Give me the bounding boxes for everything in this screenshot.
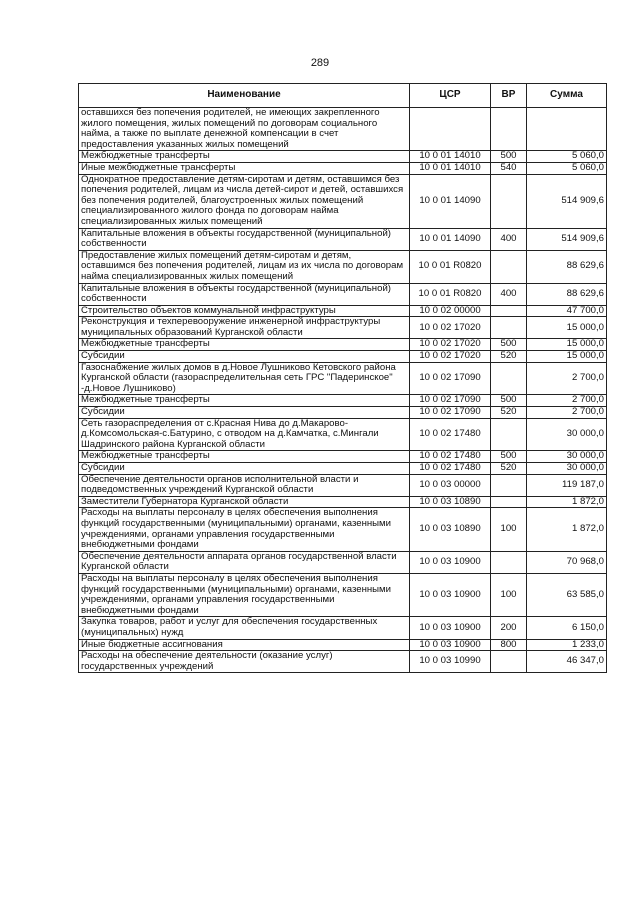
row-csr-cell: 10 0 02 17480 <box>410 451 491 463</box>
row-csr-cell: 10 0 02 17020 <box>410 339 491 351</box>
table-row <box>79 651 607 673</box>
row-name-cell: Сеть газораспределения от с.Красная Нива до д.Макарово-д.Комсомольская-с.Батурино, с отводом на д.Камчатка, с.Мингали Шадринского района Курганской области <box>79 418 410 451</box>
table-row <box>79 551 607 573</box>
row-vr-cell <box>491 108 527 151</box>
row-sum-cell: 15 000,0 <box>527 339 607 351</box>
row-sum-cell: 46 347,0 <box>527 651 607 673</box>
row-csr-cell: 10 0 02 17020 <box>410 351 491 363</box>
table-row <box>79 108 607 151</box>
table-row <box>79 617 607 639</box>
table-row <box>79 151 607 163</box>
table-row <box>79 639 607 651</box>
row-name-cell: Капитальные вложения в объекты государственной (муниципальной) собственности <box>79 228 410 250</box>
row-name-cell: Иные бюджетные ассигнования <box>79 639 410 651</box>
row-name-cell: Капитальные вложения в объекты государственной (муниципальной) собственности <box>79 283 410 305</box>
row-vr-cell <box>491 551 527 573</box>
row-sum-cell: 15 000,0 <box>527 317 607 339</box>
row-vr-cell: 520 <box>491 407 527 419</box>
table-row <box>79 463 607 475</box>
row-sum-cell: 2 700,0 <box>527 362 607 395</box>
table-row <box>79 174 607 228</box>
row-sum-cell: 30 000,0 <box>527 418 607 451</box>
header-csr: ЦСР <box>410 84 491 108</box>
row-name-cell: Межбюджетные трансферты <box>79 151 410 163</box>
row-name-cell: Расходы на обеспечение деятельности (оказание услуг) государственных учреждений <box>79 651 410 673</box>
row-vr-cell <box>491 250 527 283</box>
row-vr-cell: 540 <box>491 162 527 174</box>
table-row <box>79 283 607 305</box>
row-csr-cell: 10 0 03 10900 <box>410 617 491 639</box>
row-csr-cell: 10 0 02 17090 <box>410 362 491 395</box>
table-row <box>79 407 607 419</box>
row-sum-cell: 47 700,0 <box>527 305 607 317</box>
row-sum-cell: 1 233,0 <box>527 639 607 651</box>
row-name-cell: Иные межбюджетные трансферты <box>79 162 410 174</box>
row-csr-cell: 10 0 03 10900 <box>410 639 491 651</box>
table-header-row <box>79 84 607 108</box>
row-name-cell: Расходы на выплаты персоналу в целях обеспечения выполнения функций государственными (муниципальными) органами, казенными учреждениями, органами управления государственными внебюджетными фондами <box>79 508 410 551</box>
row-sum-cell: 1 872,0 <box>527 508 607 551</box>
row-vr-cell: 520 <box>491 463 527 475</box>
row-sum-cell: 2 700,0 <box>527 395 607 407</box>
row-vr-cell: 800 <box>491 639 527 651</box>
row-sum-cell: 514 909,6 <box>527 228 607 250</box>
row-sum-cell: 6 150,0 <box>527 617 607 639</box>
row-csr-cell: 10 0 03 10900 <box>410 573 491 616</box>
row-sum-cell: 88 629,6 <box>527 283 607 305</box>
row-name-cell: оставшихся без попечения родителей, не имеющих закрепленного жилого помещения, жилых помещений по договорам социального найма, а также по выплате денежной компенсации в счет предоставления указанных жилых помещений <box>79 108 410 151</box>
row-csr-cell: 10 0 02 17090 <box>410 407 491 419</box>
row-vr-cell <box>491 474 527 496</box>
row-sum-cell: 5 060,0 <box>527 151 607 163</box>
row-name-cell: Закупка товаров, работ и услуг для обеспечения государственных (муниципальных) нужд <box>79 617 410 639</box>
table-row <box>79 474 607 496</box>
table-row <box>79 305 607 317</box>
table-row <box>79 339 607 351</box>
row-csr-cell: 10 0 03 10890 <box>410 496 491 508</box>
row-vr-cell: 400 <box>491 283 527 305</box>
row-vr-cell <box>491 317 527 339</box>
row-csr-cell: 10 0 01 14090 <box>410 228 491 250</box>
header-name: Наименование <box>79 84 410 108</box>
row-vr-cell: 500 <box>491 395 527 407</box>
row-sum-cell: 5 060,0 <box>527 162 607 174</box>
page-number: 289 <box>310 57 330 69</box>
row-csr-cell: 10 0 03 10890 <box>410 508 491 551</box>
row-name-cell: Реконструкция и техперевооружение инженерной инфраструктуры муниципальных образований Курганской области <box>79 317 410 339</box>
row-csr-cell: 10 0 01 14010 <box>410 151 491 163</box>
row-sum-cell <box>527 108 607 151</box>
row-csr-cell: 10 0 02 00000 <box>410 305 491 317</box>
row-csr-cell: 10 0 02 17020 <box>410 317 491 339</box>
row-csr-cell: 10 0 02 17090 <box>410 395 491 407</box>
row-sum-cell: 119 187,0 <box>527 474 607 496</box>
table-row <box>79 395 607 407</box>
row-name-cell: Обеспечение деятельности органов исполнительной власти и подведомственных учреждений Курганской области <box>79 474 410 496</box>
row-name-cell: Однократное предоставление детям-сиротам и детям, оставшимся без попечения родителей, лицам из числа детей-сирот и детей, оставшихся без попечения родителей, благоустроенных жилых помещений специализированного жилого фонда по договорам найма специализированных жилых помещений <box>79 174 410 228</box>
row-name-cell: Предоставление жилых помещений детям-сиротам и детям, оставшимся без попечения родителей, лицам из их числа по договорам найма специализированных жилых помещений <box>79 250 410 283</box>
row-vr-cell: 400 <box>491 228 527 250</box>
row-vr-cell: 500 <box>491 451 527 463</box>
row-csr-cell: 10 0 03 10900 <box>410 551 491 573</box>
row-name-cell: Расходы на выплаты персоналу в целях обеспечения выполнения функций государственными (муниципальными) органами, казенными учреждениями, органами управления государственными внебюджетными фондами <box>79 573 410 616</box>
row-name-cell: Субсидии <box>79 351 410 363</box>
row-csr-cell: 10 0 01 R0820 <box>410 283 491 305</box>
row-csr-cell: 10 0 02 17480 <box>410 463 491 475</box>
row-name-cell: Газоснабжение жилых домов в д.Новое Лушниково Кетовского района Курганской области (газораспределительная сеть ГРС "Падеринское" -д.Новое Лушниково) <box>79 362 410 395</box>
row-vr-cell <box>491 651 527 673</box>
row-vr-cell: 100 <box>491 508 527 551</box>
row-sum-cell: 30 000,0 <box>527 451 607 463</box>
table-row <box>79 351 607 363</box>
row-sum-cell: 88 629,6 <box>527 250 607 283</box>
row-vr-cell <box>491 362 527 395</box>
row-vr-cell: 100 <box>491 573 527 616</box>
row-vr-cell: 500 <box>491 151 527 163</box>
row-vr-cell <box>491 418 527 451</box>
budget-table <box>78 83 607 673</box>
row-sum-cell: 1 872,0 <box>527 496 607 508</box>
row-vr-cell: 500 <box>491 339 527 351</box>
row-name-cell: Строительство объектов коммунальной инфраструктуры <box>79 305 410 317</box>
table-row <box>79 162 607 174</box>
table-row <box>79 508 607 551</box>
row-sum-cell: 63 585,0 <box>527 573 607 616</box>
row-csr-cell: 10 0 01 14090 <box>410 174 491 228</box>
row-sum-cell: 2 700,0 <box>527 407 607 419</box>
row-vr-cell <box>491 305 527 317</box>
row-sum-cell: 70 968,0 <box>527 551 607 573</box>
row-vr-cell <box>491 496 527 508</box>
row-name-cell: Субсидии <box>79 407 410 419</box>
row-csr-cell: 10 0 03 10990 <box>410 651 491 673</box>
row-csr-cell: 10 0 01 R0820 <box>410 250 491 283</box>
row-name-cell: Заместители Губернатора Курганской области <box>79 496 410 508</box>
table-row <box>79 362 607 395</box>
table-row <box>79 228 607 250</box>
row-csr-cell: 10 0 02 17480 <box>410 418 491 451</box>
row-sum-cell: 514 909,6 <box>527 174 607 228</box>
row-name-cell: Межбюджетные трансферты <box>79 339 410 351</box>
row-sum-cell: 30 000,0 <box>527 463 607 475</box>
row-name-cell: Межбюджетные трансферты <box>79 451 410 463</box>
row-vr-cell: 520 <box>491 351 527 363</box>
row-name-cell: Субсидии <box>79 463 410 475</box>
row-name-cell: Межбюджетные трансферты <box>79 395 410 407</box>
row-csr-cell <box>410 108 491 151</box>
row-vr-cell <box>491 174 527 228</box>
row-sum-cell: 15 000,0 <box>527 351 607 363</box>
table-row <box>79 317 607 339</box>
header-sum: Сумма <box>527 84 607 108</box>
row-vr-cell: 200 <box>491 617 527 639</box>
table-row <box>79 418 607 451</box>
header-vr: ВР <box>491 84 527 108</box>
row-csr-cell: 10 0 01 14010 <box>410 162 491 174</box>
row-name-cell: Обеспечение деятельности аппарата органов государственной власти Курганской области <box>79 551 410 573</box>
table-row <box>79 573 607 616</box>
table-row <box>79 496 607 508</box>
table-row <box>79 451 607 463</box>
table-row <box>79 250 607 283</box>
row-csr-cell: 10 0 03 00000 <box>410 474 491 496</box>
